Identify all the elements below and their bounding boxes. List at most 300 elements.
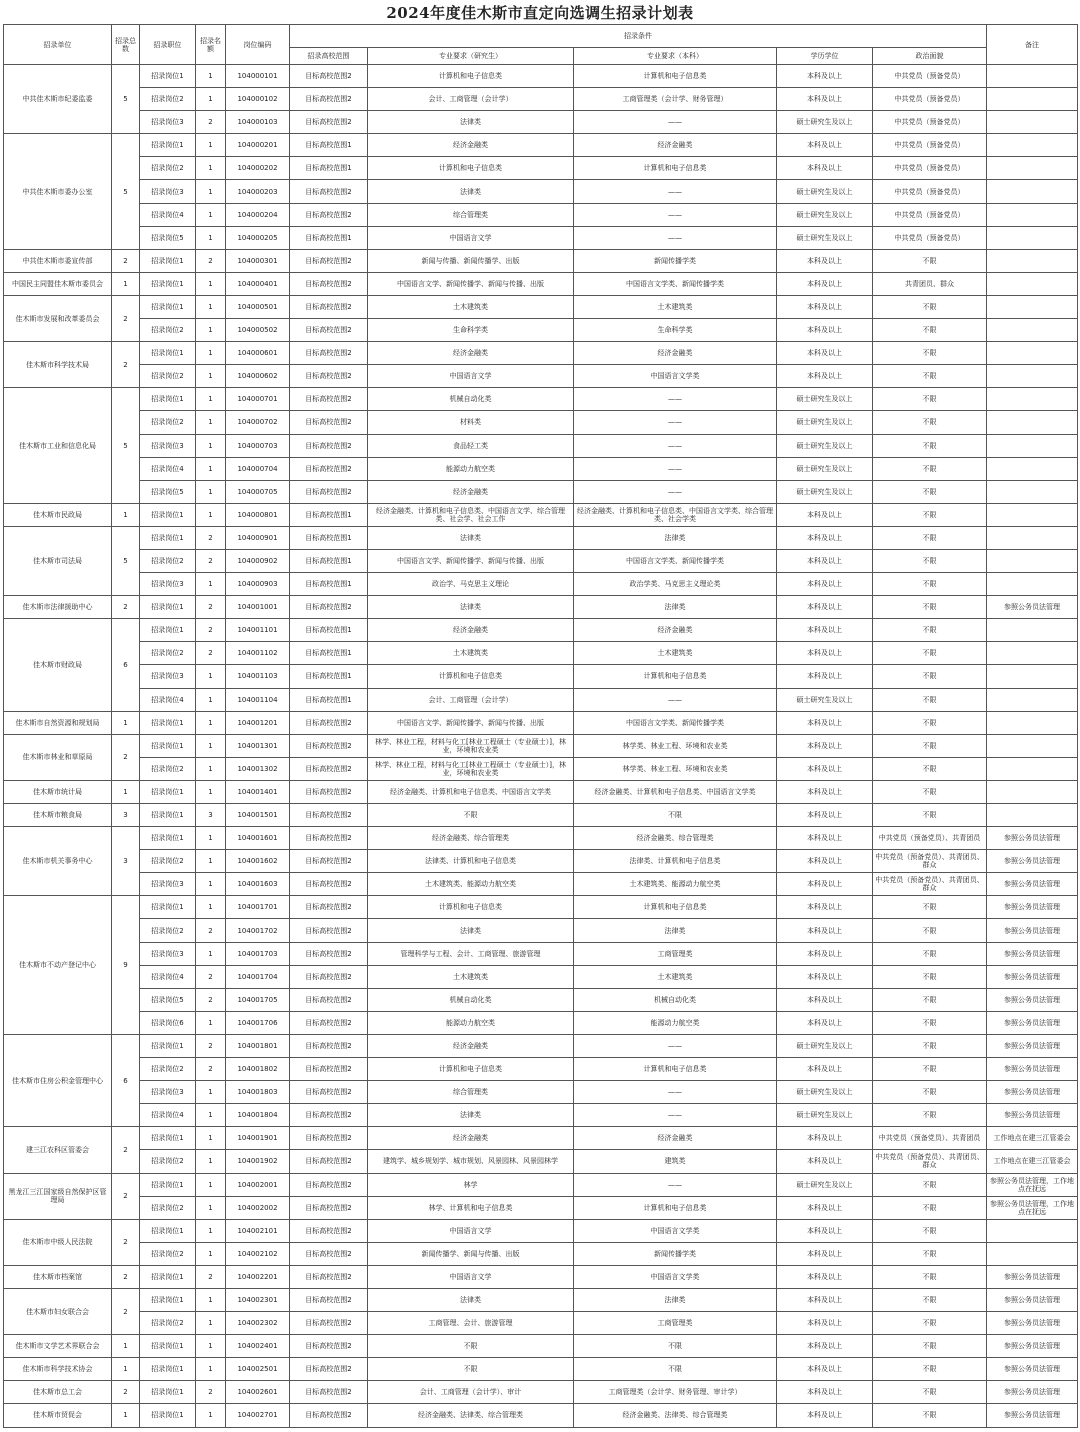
cell-code: 104000201 xyxy=(226,134,290,157)
cell-political: 不限 xyxy=(873,988,987,1011)
cell-note: 参照公务员法管理 xyxy=(987,965,1078,988)
table-row xyxy=(4,457,1078,480)
cell-note: 参照公务员法管理 xyxy=(987,596,1078,619)
cell-unit: 佳木斯市档案馆 xyxy=(4,1265,112,1288)
cell-major-ug: 工商管理类（会计学、财务管理、审计学） xyxy=(574,1381,777,1404)
cell-unit: 佳木斯市不动产登记中心 xyxy=(4,896,112,1035)
cell-code: 104000703 xyxy=(226,434,290,457)
cell-position: 招录岗位3 xyxy=(140,1081,196,1104)
cell-position: 招录岗位2 xyxy=(140,1312,196,1335)
cell-code: 104000901 xyxy=(226,526,290,549)
cell-position: 招录岗位1 xyxy=(140,342,196,365)
cell-note xyxy=(987,180,1078,203)
cell-major-ug: —— xyxy=(574,1104,777,1127)
cell-note: 参照公务员法管理 xyxy=(987,1381,1078,1404)
cell-quota: 2 xyxy=(196,642,226,665)
cell-major-grad: 新闻传播学、新闻与传播、出版 xyxy=(368,1242,574,1265)
cell-note xyxy=(987,434,1078,457)
table-row xyxy=(4,688,1078,711)
cell-code: 104002501 xyxy=(226,1358,290,1381)
cell-unit: 佳木斯市住房公积金管理中心 xyxy=(4,1034,112,1126)
cell-quota: 2 xyxy=(196,111,226,134)
cell-code: 104001801 xyxy=(226,1034,290,1057)
table-row xyxy=(4,226,1078,249)
cell-position: 招录岗位6 xyxy=(140,1011,196,1034)
cell-note xyxy=(987,549,1078,572)
cell-school: 目标高校范围2 xyxy=(290,919,368,942)
cell-unit: 佳木斯市法律援助中心 xyxy=(4,596,112,619)
table-row xyxy=(4,596,1078,619)
cell-political: 不限 xyxy=(873,642,987,665)
cell-political: 不限 xyxy=(873,804,987,827)
cell-major-ug: 计算机和电子信息类 xyxy=(574,1196,777,1219)
cell-quota: 1 xyxy=(196,1335,226,1358)
cell-position: 招录岗位1 xyxy=(140,1127,196,1150)
cell-total: 5 xyxy=(112,388,140,503)
table-row xyxy=(4,965,1078,988)
cell-note xyxy=(987,642,1078,665)
cell-unit: 佳木斯市机关事务中心 xyxy=(4,827,112,896)
table-row xyxy=(4,1242,1078,1265)
cell-degree: 硕士研究生及以上 xyxy=(777,180,873,203)
cell-total: 2 xyxy=(112,1288,140,1334)
cell-code: 104001201 xyxy=(226,711,290,734)
cell-degree: 本科及以上 xyxy=(777,295,873,318)
cell-quota: 1 xyxy=(196,180,226,203)
cell-major-grad: 经济金融类 xyxy=(368,1034,574,1057)
cell-degree: 本科及以上 xyxy=(777,827,873,850)
cell-political: 不限 xyxy=(873,411,987,434)
cell-major-grad: 计算机和电子信息类 xyxy=(368,665,574,688)
cell-position: 招录岗位1 xyxy=(140,249,196,272)
cell-quota: 1 xyxy=(196,65,226,88)
cell-political: 不限 xyxy=(873,1219,987,1242)
cell-major-ug: —— xyxy=(574,388,777,411)
cell-position: 招录岗位2 xyxy=(140,549,196,572)
cell-major-ug: 计算机和电子信息类 xyxy=(574,665,777,688)
cell-note: 参照公务员法管理 xyxy=(987,1312,1078,1335)
cell-political: 不限 xyxy=(873,688,987,711)
cell-quota: 1 xyxy=(196,1219,226,1242)
cell-quota: 1 xyxy=(196,226,226,249)
cell-school: 目标高校范围1 xyxy=(290,526,368,549)
header-row-1 xyxy=(4,25,1078,48)
cell-quota: 1 xyxy=(196,757,226,780)
header-quota: 招录名额 xyxy=(196,25,226,65)
cell-quota: 2 xyxy=(196,1381,226,1404)
cell-note: 参照公务员法管理 xyxy=(987,873,1078,896)
cell-major-ug: 法律类、计算机和电子信息类 xyxy=(574,850,777,873)
cell-quota: 1 xyxy=(196,1011,226,1034)
cell-note: 工作地点在建三江管委会 xyxy=(987,1127,1078,1150)
cell-total: 3 xyxy=(112,827,140,896)
cell-degree: 本科及以上 xyxy=(777,780,873,803)
cell-position: 招录岗位2 xyxy=(140,757,196,780)
cell-code: 104000602 xyxy=(226,365,290,388)
cell-note: 参照公务员法管理 xyxy=(987,1034,1078,1057)
cell-quota: 2 xyxy=(196,1034,226,1057)
cell-major-grad: 林学、林业工程，材料与化工[林业工程硕士（专业硕士）]，林业，环境和农业类 xyxy=(368,734,574,757)
cell-political: 不限 xyxy=(873,1081,987,1104)
cell-code: 104000903 xyxy=(226,573,290,596)
table-row xyxy=(4,827,1078,850)
cell-note: 参照公务员法管理 xyxy=(987,988,1078,1011)
cell-major-grad: 法律类 xyxy=(368,180,574,203)
cell-major-ug: —— xyxy=(574,434,777,457)
cell-code: 104002401 xyxy=(226,1335,290,1358)
cell-note xyxy=(987,249,1078,272)
cell-degree: 本科及以上 xyxy=(777,503,873,526)
cell-major-grad: 土木建筑类 xyxy=(368,295,574,318)
cell-code: 104001401 xyxy=(226,780,290,803)
cell-degree: 本科及以上 xyxy=(777,573,873,596)
table-row xyxy=(4,642,1078,665)
cell-code: 104000102 xyxy=(226,88,290,111)
cell-code: 104000204 xyxy=(226,203,290,226)
cell-total: 2 xyxy=(112,249,140,272)
cell-school: 目标高校范围2 xyxy=(290,249,368,272)
cell-political: 不限 xyxy=(873,1381,987,1404)
cell-code: 104001602 xyxy=(226,850,290,873)
cell-note: 参照公务员法管理 xyxy=(987,1358,1078,1381)
cell-unit: 中国民主同盟佳木斯市委员会 xyxy=(4,272,112,295)
cell-degree: 本科及以上 xyxy=(777,272,873,295)
cell-major-grad: 中国语言文学、新闻传播学、新闻与传播、出版 xyxy=(368,272,574,295)
cell-position: 招录岗位4 xyxy=(140,688,196,711)
cell-total: 2 xyxy=(112,295,140,341)
cell-code: 104001803 xyxy=(226,1081,290,1104)
cell-quota: 1 xyxy=(196,573,226,596)
table-row xyxy=(4,1081,1078,1104)
cell-school: 目标高校范围1 xyxy=(290,503,368,526)
cell-major-ug: —— xyxy=(574,411,777,434)
cell-school: 目标高校范围2 xyxy=(290,295,368,318)
cell-total: 1 xyxy=(112,1358,140,1381)
cell-total: 1 xyxy=(112,272,140,295)
cell-major-grad: 建筑学、城乡规划学、城市规划、风景园林、风景园林学 xyxy=(368,1150,574,1173)
cell-political: 不限 xyxy=(873,1196,987,1219)
cell-quota: 1 xyxy=(196,457,226,480)
cell-degree: 硕士研究生及以上 xyxy=(777,203,873,226)
cell-major-ug: 中国语言文学类 xyxy=(574,1265,777,1288)
cell-major-grad: 土木建筑类 xyxy=(368,965,574,988)
cell-degree: 本科及以上 xyxy=(777,873,873,896)
table-row xyxy=(4,503,1078,526)
cell-degree: 本科及以上 xyxy=(777,1288,873,1311)
cell-major-ug: 工商管理类 xyxy=(574,1312,777,1335)
cell-major-grad: 中国语言文学、新闻传播学、新闻与传播、出版 xyxy=(368,549,574,572)
cell-major-ug: 不限 xyxy=(574,804,777,827)
cell-major-ug: 新闻传播学类 xyxy=(574,1242,777,1265)
cell-note: 参照公务员法管理 xyxy=(987,942,1078,965)
cell-quota: 1 xyxy=(196,1150,226,1173)
cell-degree: 本科及以上 xyxy=(777,1381,873,1404)
cell-political: 中共党员（预备党员）、共青团员、群众 xyxy=(873,1150,987,1173)
cell-major-grad: 经济金融类、综合管理类 xyxy=(368,827,574,850)
cell-major-grad: 林学、林业工程，材料与化工[林业工程硕士（专业硕士）]，林业，环境和农业类 xyxy=(368,757,574,780)
cell-degree: 本科及以上 xyxy=(777,804,873,827)
cell-note xyxy=(987,411,1078,434)
cell-unit: 佳木斯市工业和信息化局 xyxy=(4,388,112,503)
cell-political: 不限 xyxy=(873,526,987,549)
cell-major-grad: 综合管理类 xyxy=(368,1081,574,1104)
cell-unit: 佳木斯市民政局 xyxy=(4,503,112,526)
cell-position: 招录岗位2 xyxy=(140,1242,196,1265)
cell-code: 104001804 xyxy=(226,1104,290,1127)
cell-major-grad: 计算机和电子信息类 xyxy=(368,1058,574,1081)
cell-unit: 佳木斯市粮食局 xyxy=(4,804,112,827)
cell-school: 目标高校范围2 xyxy=(290,180,368,203)
table-row xyxy=(4,342,1078,365)
cell-note xyxy=(987,388,1078,411)
cell-note: 参照公务员法管理 xyxy=(987,1058,1078,1081)
cell-position: 招录岗位2 xyxy=(140,365,196,388)
cell-political: 不限 xyxy=(873,1404,987,1427)
cell-position: 招录岗位2 xyxy=(140,1196,196,1219)
cell-position: 招录岗位2 xyxy=(140,1150,196,1173)
cell-major-grad: 经济金融类 xyxy=(368,619,574,642)
cell-position: 招录岗位5 xyxy=(140,988,196,1011)
cell-unit: 佳木斯市科学技术协会 xyxy=(4,1358,112,1381)
cell-major-grad: 计算机和电子信息类 xyxy=(368,896,574,919)
cell-major-grad: 中国语言文学、新闻传播学、新闻与传播、出版 xyxy=(368,711,574,734)
cell-school: 目标高校范围2 xyxy=(290,734,368,757)
cell-code: 104000202 xyxy=(226,157,290,180)
cell-major-ug: 林学类、林业工程、环境和农业类 xyxy=(574,757,777,780)
cell-quota: 1 xyxy=(196,827,226,850)
cell-school: 目标高校范围2 xyxy=(290,1196,368,1219)
cell-position: 招录岗位1 xyxy=(140,134,196,157)
cell-school: 目标高校范围2 xyxy=(290,365,368,388)
cell-quota: 1 xyxy=(196,896,226,919)
cell-degree: 本科及以上 xyxy=(777,850,873,873)
header-major-grad: 专业要求（研究生） xyxy=(368,48,574,65)
cell-quota: 1 xyxy=(196,850,226,873)
cell-position: 招录岗位4 xyxy=(140,203,196,226)
cell-political: 不限 xyxy=(873,1173,987,1196)
cell-major-grad: 计算机和电子信息类 xyxy=(368,157,574,180)
cell-major-grad: 法律类 xyxy=(368,526,574,549)
cell-degree: 硕士研究生及以上 xyxy=(777,111,873,134)
cell-position: 招录岗位3 xyxy=(140,942,196,965)
cell-note xyxy=(987,688,1078,711)
cell-quota: 1 xyxy=(196,942,226,965)
header-position: 招录职位 xyxy=(140,25,196,65)
cell-degree: 本科及以上 xyxy=(777,365,873,388)
cell-major-ug: 中国语言文学类、新闻传播学类 xyxy=(574,272,777,295)
cell-position: 招录岗位1 xyxy=(140,619,196,642)
cell-major-ug: 中国语言文学类 xyxy=(574,1219,777,1242)
cell-political: 不限 xyxy=(873,1265,987,1288)
cell-major-grad: 经济金融类 xyxy=(368,342,574,365)
cell-note xyxy=(987,342,1078,365)
cell-note xyxy=(987,780,1078,803)
cell-school: 目标高校范围2 xyxy=(290,965,368,988)
table-row xyxy=(4,919,1078,942)
cell-note xyxy=(987,319,1078,342)
cell-major-ug: 不限 xyxy=(574,1335,777,1358)
cell-code: 104000902 xyxy=(226,549,290,572)
cell-major-ug: 计算机和电子信息类 xyxy=(574,1058,777,1081)
cell-code: 104001601 xyxy=(226,827,290,850)
cell-quota: 1 xyxy=(196,665,226,688)
cell-code: 104000701 xyxy=(226,388,290,411)
cell-school: 目标高校范围2 xyxy=(290,757,368,780)
cell-quota: 1 xyxy=(196,1081,226,1104)
cell-degree: 本科及以上 xyxy=(777,1265,873,1288)
cell-quota: 1 xyxy=(196,295,226,318)
cell-major-ug: —— xyxy=(574,688,777,711)
cell-note xyxy=(987,295,1078,318)
cell-note xyxy=(987,711,1078,734)
cell-political: 不限 xyxy=(873,388,987,411)
table-row xyxy=(4,734,1078,757)
cell-position: 招录岗位1 xyxy=(140,896,196,919)
cell-school: 目标高校范围2 xyxy=(290,942,368,965)
cell-note: 参照公务员法管理 xyxy=(987,1335,1078,1358)
table-row xyxy=(4,1150,1078,1173)
cell-note xyxy=(987,619,1078,642)
cell-major-ug: 工商管理类 xyxy=(574,942,777,965)
cell-major-ug: 经济金融类 xyxy=(574,342,777,365)
cell-major-grad: 会计、工商管理（会计学） xyxy=(368,688,574,711)
cell-quota: 1 xyxy=(196,319,226,342)
cell-major-ug: 法律类 xyxy=(574,1288,777,1311)
cell-political: 不限 xyxy=(873,1011,987,1034)
cell-code: 104001101 xyxy=(226,619,290,642)
cell-unit: 佳木斯市统计局 xyxy=(4,780,112,803)
cell-political: 不限 xyxy=(873,942,987,965)
cell-code: 104002101 xyxy=(226,1219,290,1242)
cell-position: 招录岗位4 xyxy=(140,457,196,480)
cell-school: 目标高校范围1 xyxy=(290,665,368,688)
cell-quota: 1 xyxy=(196,388,226,411)
cell-position: 招录岗位1 xyxy=(140,1034,196,1057)
table-row xyxy=(4,1312,1078,1335)
table-row xyxy=(4,1358,1078,1381)
cell-political: 不限 xyxy=(873,1034,987,1057)
cell-position: 招录岗位1 xyxy=(140,1288,196,1311)
cell-quota: 2 xyxy=(196,549,226,572)
cell-note: 参照公务员法管理 xyxy=(987,1265,1078,1288)
cell-political: 不限 xyxy=(873,711,987,734)
table-row xyxy=(4,942,1078,965)
cell-major-ug: 中国语言文学类、新闻传播学类 xyxy=(574,549,777,572)
table-row xyxy=(4,549,1078,572)
cell-school: 目标高校范围1 xyxy=(290,157,368,180)
cell-political: 不限 xyxy=(873,319,987,342)
table-row xyxy=(4,203,1078,226)
cell-major-grad: 政治学、马克思主义理论 xyxy=(368,573,574,596)
table-row xyxy=(4,1034,1078,1057)
cell-note: 参照公务员法管理 xyxy=(987,1404,1078,1427)
table-row xyxy=(4,1335,1078,1358)
cell-position: 招录岗位2 xyxy=(140,88,196,111)
cell-quota: 2 xyxy=(196,526,226,549)
cell-degree: 本科及以上 xyxy=(777,734,873,757)
cell-code: 104001706 xyxy=(226,1011,290,1034)
cell-quota: 2 xyxy=(196,596,226,619)
cell-position: 招录岗位1 xyxy=(140,711,196,734)
cell-school: 目标高校范围2 xyxy=(290,1335,368,1358)
cell-degree: 硕士研究生及以上 xyxy=(777,688,873,711)
cell-major-grad: 计算机和电子信息类 xyxy=(368,65,574,88)
cell-note xyxy=(987,804,1078,827)
cell-quota: 1 xyxy=(196,734,226,757)
table-row xyxy=(4,1265,1078,1288)
cell-code: 104002002 xyxy=(226,1196,290,1219)
cell-degree: 本科及以上 xyxy=(777,596,873,619)
cell-total: 6 xyxy=(112,1034,140,1126)
cell-quota: 1 xyxy=(196,1127,226,1150)
cell-note xyxy=(987,203,1078,226)
cell-political: 中共党员（预备党员） xyxy=(873,111,987,134)
cell-code: 104001703 xyxy=(226,942,290,965)
table-row xyxy=(4,711,1078,734)
cell-degree: 本科及以上 xyxy=(777,942,873,965)
cell-code: 104002102 xyxy=(226,1242,290,1265)
table-row xyxy=(4,88,1078,111)
cell-political: 不限 xyxy=(873,1312,987,1335)
cell-school: 目标高校范围2 xyxy=(290,1265,368,1288)
cell-political: 中共党员（预备党员） xyxy=(873,65,987,88)
cell-school: 目标高校范围2 xyxy=(290,804,368,827)
cell-political: 不限 xyxy=(873,1104,987,1127)
cell-major-grad: 林学 xyxy=(368,1173,574,1196)
table-row xyxy=(4,1058,1078,1081)
cell-degree: 本科及以上 xyxy=(777,1335,873,1358)
cell-quota: 1 xyxy=(196,203,226,226)
cell-degree: 硕士研究生及以上 xyxy=(777,226,873,249)
cell-quota: 1 xyxy=(196,434,226,457)
cell-code: 104002302 xyxy=(226,1312,290,1335)
cell-quota: 1 xyxy=(196,1196,226,1219)
cell-degree: 本科及以上 xyxy=(777,88,873,111)
cell-major-grad: 土木建筑类、能源动力航空类 xyxy=(368,873,574,896)
cell-position: 招录岗位3 xyxy=(140,180,196,203)
table-row xyxy=(4,65,1078,88)
cell-political: 不限 xyxy=(873,896,987,919)
cell-note: 参照公务员法管理 xyxy=(987,1104,1078,1127)
cell-major-ug: —— xyxy=(574,1173,777,1196)
cell-major-grad: 不限 xyxy=(368,804,574,827)
cell-political: 不限 xyxy=(873,965,987,988)
cell-degree: 本科及以上 xyxy=(777,342,873,365)
cell-major-ug: —— xyxy=(574,226,777,249)
cell-political: 中共党员（预备党员） xyxy=(873,203,987,226)
cell-major-grad: 会计、工商管理（会计学） xyxy=(368,88,574,111)
cell-note xyxy=(987,65,1078,88)
cell-political: 不限 xyxy=(873,549,987,572)
table-row xyxy=(4,411,1078,434)
cell-position: 招录岗位1 xyxy=(140,388,196,411)
cell-school: 目标高校范围2 xyxy=(290,1173,368,1196)
page-title: 2024年度佳木斯市直定向选调生招录计划表 xyxy=(386,4,694,22)
cell-note xyxy=(987,111,1078,134)
cell-school: 目标高校范围1 xyxy=(290,619,368,642)
cell-major-grad: 法律类 xyxy=(368,596,574,619)
cell-school: 目标高校范围2 xyxy=(290,480,368,503)
cell-major-ug: —— xyxy=(574,457,777,480)
cell-degree: 本科及以上 xyxy=(777,665,873,688)
cell-school: 目标高校范围1 xyxy=(290,642,368,665)
cell-school: 目标高校范围2 xyxy=(290,88,368,111)
cell-note: 参照公务员法管理 xyxy=(987,850,1078,873)
cell-major-grad: 林学、计算机和电子信息类 xyxy=(368,1196,574,1219)
cell-degree: 本科及以上 xyxy=(777,757,873,780)
cell-school: 目标高校范围2 xyxy=(290,272,368,295)
cell-political: 中共党员（预备党员）、共青团员 xyxy=(873,827,987,850)
